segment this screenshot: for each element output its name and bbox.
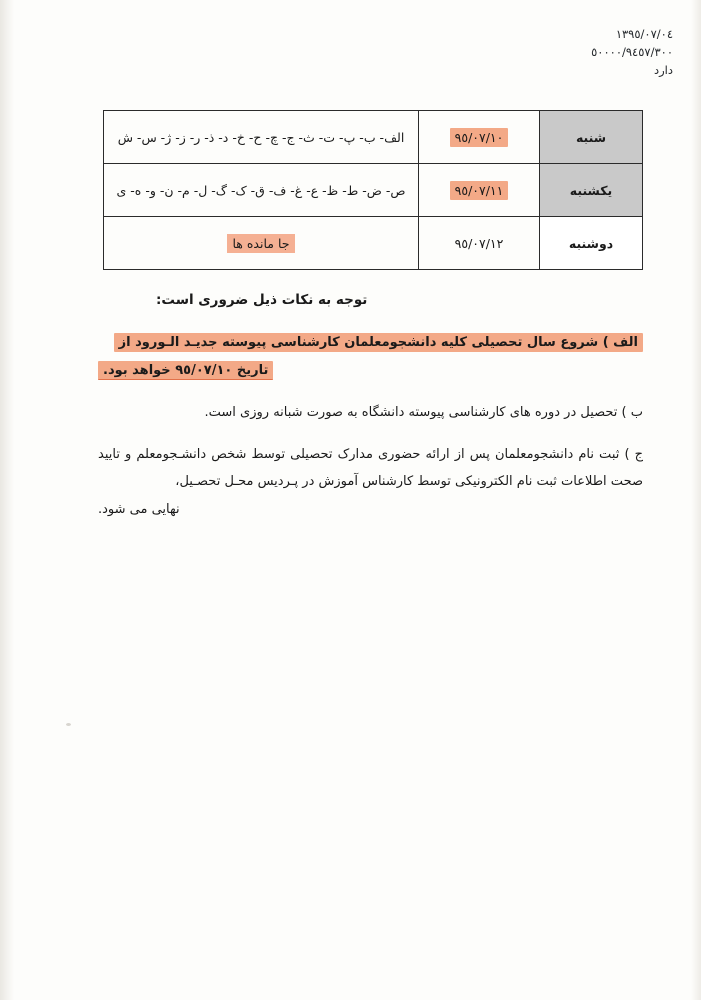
note-jim-line3: نهایی می شود. — [98, 502, 180, 518]
row-day-label: شنبه — [540, 111, 643, 164]
row-date — [419, 111, 540, 164]
table-row — [104, 111, 643, 164]
row-letters: ص- ض- ط- ظ- ع- غ- ف- ق- ک- گ- ل- م- ن- و- ه- ی — [104, 164, 419, 217]
registration-schedule-table — [103, 110, 643, 270]
table-row — [104, 164, 643, 217]
note-jim-line2: تایید صحت اطلاعات ثبت نام الکترونیکی توسط کارشناس آموزش در پـردیس محـل تحصـیل، — [98, 447, 643, 489]
letter-number: ٥٠٠٠٠/٩٤٥٧/٣٠٠ — [591, 44, 673, 59]
notes-title: توجه به نکات ذیل ضروری است: — [156, 292, 368, 308]
letter-date: ١٣٩٥/٠٧/٠٤ — [615, 27, 673, 41]
date-highlight: ٩٥/٠٧/١٠ — [450, 128, 509, 147]
row-day-label: دوشنبه — [540, 217, 643, 270]
scan-speck — [66, 723, 71, 726]
letters-highlight: جا مانده ها — [227, 234, 296, 253]
note-be: ب ) تحصیل در دوره های کارشناسی پیوسته دانشگاه به صورت شبانه روزی است. — [204, 405, 643, 420]
note-jim — [98, 442, 643, 524]
table-row — [104, 217, 643, 270]
row-letters: الف- ب- پ- ت- ث- ج- چ- ح- خ- د- ذ- ر- ز- ژ- س- ش — [104, 111, 419, 164]
note-alef-line2: تاریخ ٩٥/٠٧/١٠ خواهد بود. — [98, 361, 273, 380]
row-letters — [104, 217, 419, 270]
letterhead-meta — [591, 26, 673, 79]
date-highlight: ٩٥/٠٧/١١ — [450, 181, 509, 200]
note-alef-line1: الف ) شروع سال تحصیلی کلیه دانشجومعلمان کارشناسی پیوسته جدیـد الـورود از — [114, 333, 643, 352]
row-day-label: یکشنبه — [540, 164, 643, 217]
notes-section — [98, 292, 643, 540]
row-date: ٩٥/٠٧/١٢ — [419, 217, 540, 270]
note-alef — [98, 330, 643, 384]
letter-attachment: دارد — [654, 62, 673, 77]
note-jim-line1: ج ) ثبت نام دانشجومعلمان پس از ارائه حضوری مدارک تحصیلی توسط شخص دانشـجومعلم و — [125, 447, 643, 462]
row-date — [419, 164, 540, 217]
